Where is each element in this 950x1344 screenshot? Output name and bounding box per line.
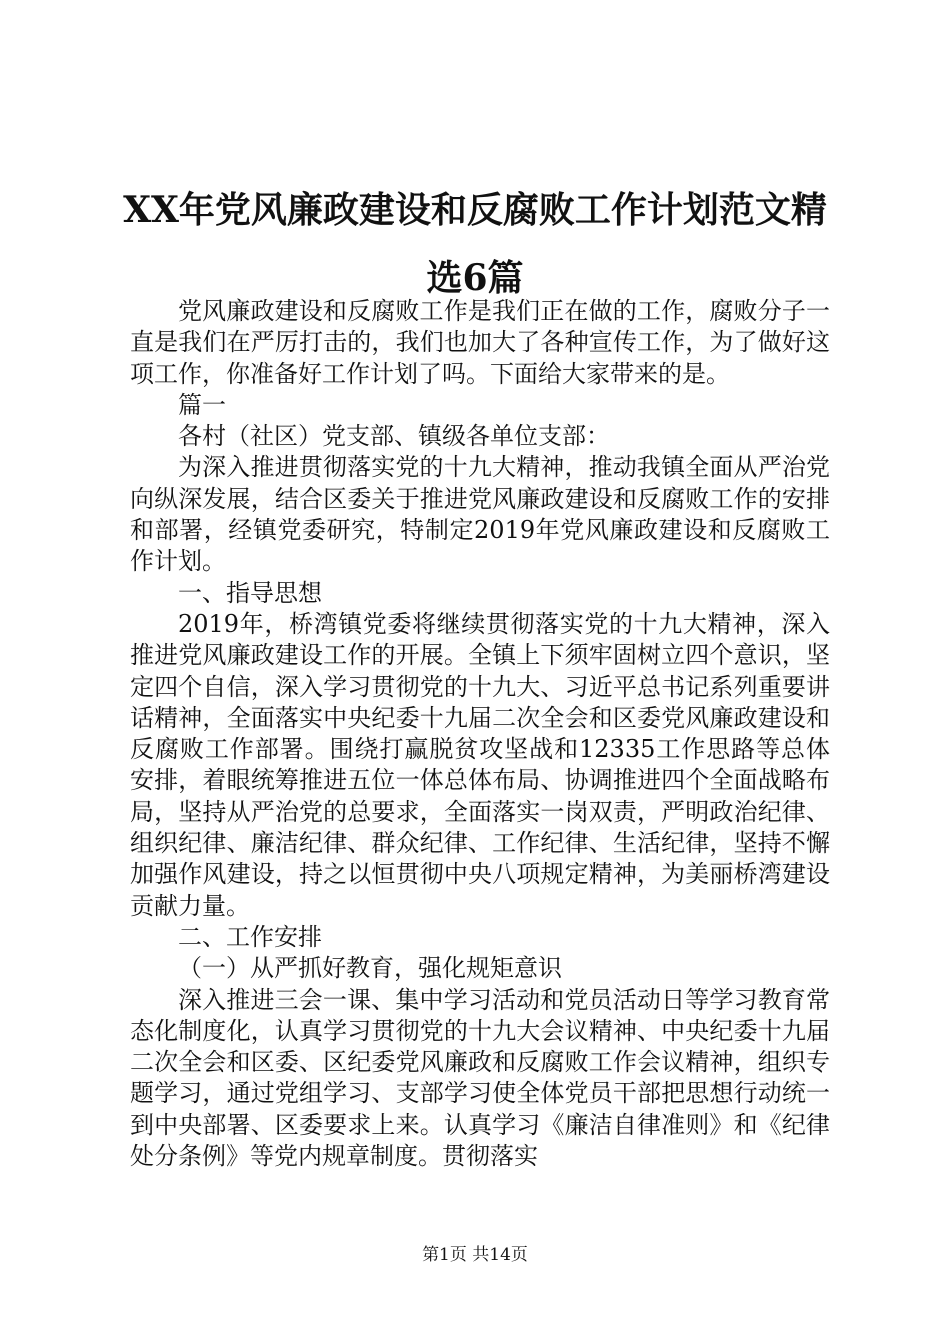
heading-work-arrangement: 二、工作安排 (178, 922, 322, 951)
education-paragraph: 深入推进三会一课、集中学习活动和党员活动日等学习教育常态化制度化，认真学习贯彻党的十九大会议精神、中央纪委十九届二次全会和区委、区纪委党风廉政和反腐败工作会议精神，组织专题学习，通过党组学习、支部学习使全体党员干部把思想行动统一到中央部署、区委要求上来。认真学习《廉洁自律准则》和《纪律处分条例》等党内规章制度。贯彻落实 (130, 985, 830, 1171)
subheading-education: （一）从严抓好教育，强化规矩意识 (178, 954, 562, 983)
section-heading-part-one: 篇一 (178, 390, 226, 419)
document-title: XX年党风廉政建设和反腐败工作计划范文精选6篇 (123, 189, 827, 299)
purpose-paragraph: 为深入推进贯彻落实党的十九大精神，推动我镇全面从严治党向纵深发展，结合区委关于推进党风廉政建设和反腐败工作的安排和部署，经镇党委研究，特制定2019年党风廉政建设和反腐败工作计划。 (130, 453, 830, 576)
page-number-footer: 第1页 共14页 (422, 1245, 528, 1265)
addressee-line: 各村（社区）党支部、镇级各单位支部： (178, 422, 610, 451)
guiding-thought-paragraph: 2019年，桥湾镇党委将继续贯彻落实党的十九大精神，深入推进党风廉政建设工作的开展。全镇上下须牢固树立四个意识，坚定四个自信，深入学习贯彻党的十九大、习近平总书记系列重要讲话精神，全面落实中央纪委十九届二次全会和区委党风廉政建设和反腐败工作部署。围绕打赢脱贫攻坚战和12335工作思路等总体安排，着眼统筹推进五位一体总体布局、协调推进四个全面战略布局，坚持从严治党的总要求，全面落实一岗双责，严明政治纪律、组织纪律、廉洁纪律、群众纪律、工作纪律、生活纪律，坚持不懈加强作风建设，持之以恒贯彻中央八项规定精神，为美丽桥湾建设贡献力量。 (130, 609, 830, 920)
document-body (130, 296, 830, 1172)
intro-paragraph: 党风廉政建设和反腐败工作是我们正在做的工作，腐败分子一直是我们在严厉打击的，我们也加大了各种宣传工作，为了做好这项工作，你准备好工作计划了吗。下面给大家带来的是。 (130, 297, 830, 388)
heading-guiding-thought: 一、指导思想 (178, 578, 322, 607)
